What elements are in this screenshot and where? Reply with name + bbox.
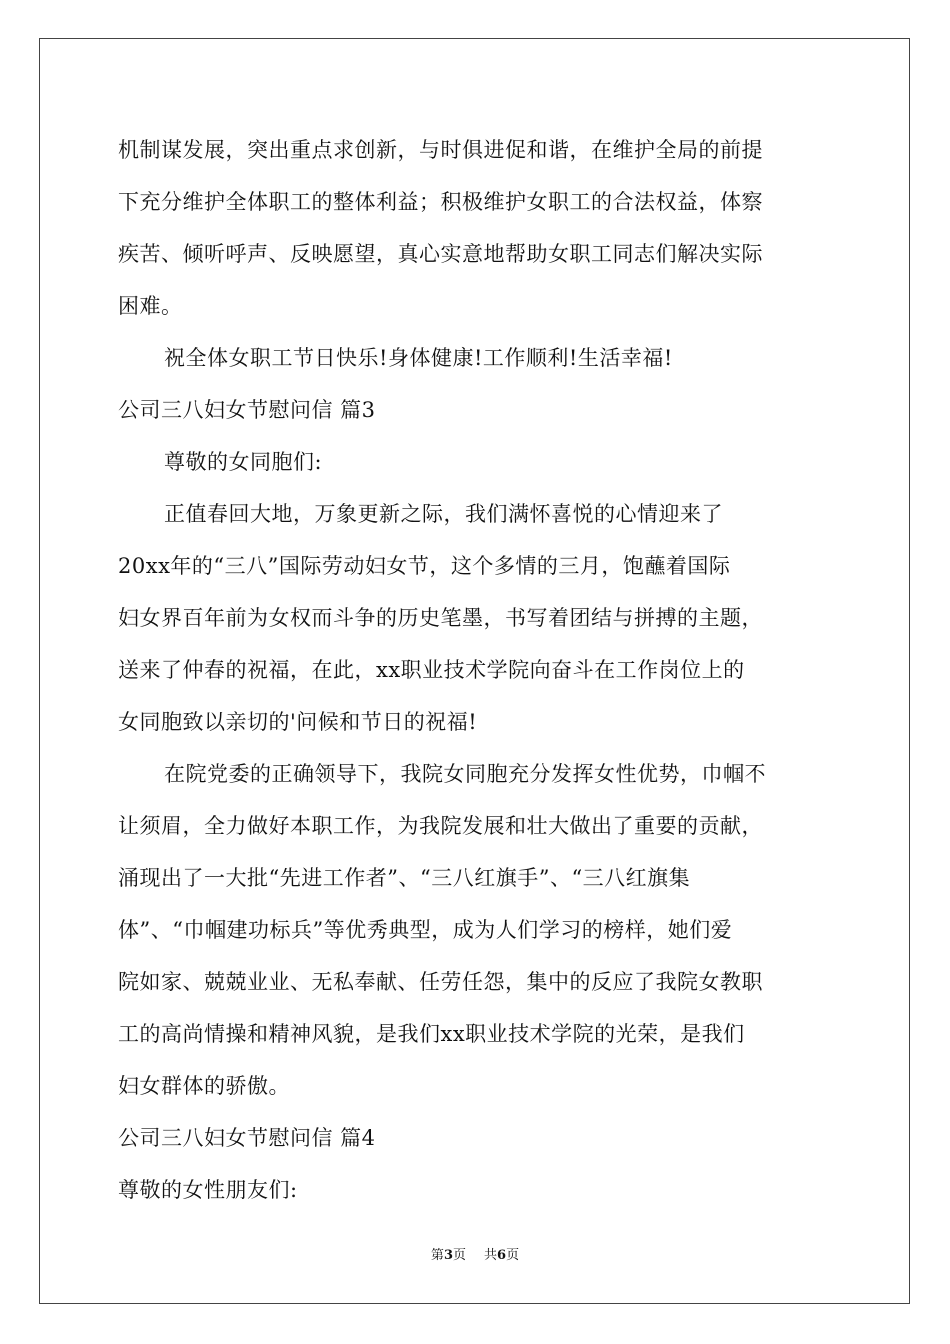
body-text-line: 工的高尚情操和精神风貌，是我们xx职业技术学院的光荣，是我们	[118, 1022, 745, 1046]
body-text-line: 20xx年的“三八”国际劳动妇女节，这个多情的三月，饱蘸着国际	[118, 554, 731, 578]
greeting-wishes: 祝全体女职工节日快乐!身体健康!工作顺利!生活幸福!	[164, 346, 673, 370]
current-page-number: 3	[443, 1248, 453, 1263]
body-text-line: 女同胞致以亲切的'问候和节日的祝福!	[118, 710, 478, 734]
body-text-line: 困难。	[118, 294, 183, 318]
body-text-line: 妇女界百年前为女权而斗争的历史笔墨，书写着团结与拼搏的主题，	[118, 606, 763, 630]
body-text-line: 疾苦、倾听呼声、反映愿望，真心实意地帮助女职工同志们解决实际	[118, 242, 763, 266]
section-heading-3: 公司三八妇女节慰问信 篇3	[118, 398, 376, 422]
footer-total-prefix: 共	[484, 1248, 498, 1263]
body-text-line: 体”、“巾帼建功标兵”等优秀典型，成为人们学习的榜样，她们爱	[118, 918, 733, 942]
body-text-line: 涌现出了一大批“先进工作者”、“三八红旗手”、“三八红旗集	[118, 866, 691, 890]
document-body	[118, 124, 834, 1216]
section-heading-4: 公司三八妇女节慰问信 篇4	[118, 1126, 376, 1150]
footer-prefix: 第	[430, 1248, 444, 1263]
body-text-line: 正值春回大地，万象更新之际，我们满怀喜悦的心情迎来了	[164, 502, 723, 526]
body-text-line: 机制谋发展，突出重点求创新，与时俱进促和谐，在维护全局的前提	[118, 138, 763, 162]
salutation: 尊敬的女性朋友们:	[118, 1178, 298, 1202]
page-footer	[0, 1247, 950, 1265]
body-text-line: 院如家、兢兢业业、无私奉献、任劳任怨，集中的反应了我院女教职	[118, 970, 763, 994]
body-text-line: 在院党委的正确领导下，我院女同胞充分发挥女性优势，巾帼不	[164, 762, 766, 786]
total-pages: 6	[497, 1248, 507, 1263]
salutation: 尊敬的女同胞们:	[164, 450, 323, 474]
body-text-line: 送来了仲春的祝福，在此，xx职业技术学院向奋斗在工作岗位上的	[118, 658, 745, 682]
body-text-line: 让须眉，全力做好本职工作，为我院发展和壮大做出了重要的贡献，	[118, 814, 763, 838]
body-text-line: 妇女群体的骄傲。	[118, 1074, 290, 1098]
footer-suffix: 页	[506, 1248, 520, 1263]
footer-mid: 页	[452, 1248, 466, 1263]
body-text-line: 下充分维护全体职工的整体利益；积极维护女职工的合法权益，体察	[118, 190, 763, 214]
